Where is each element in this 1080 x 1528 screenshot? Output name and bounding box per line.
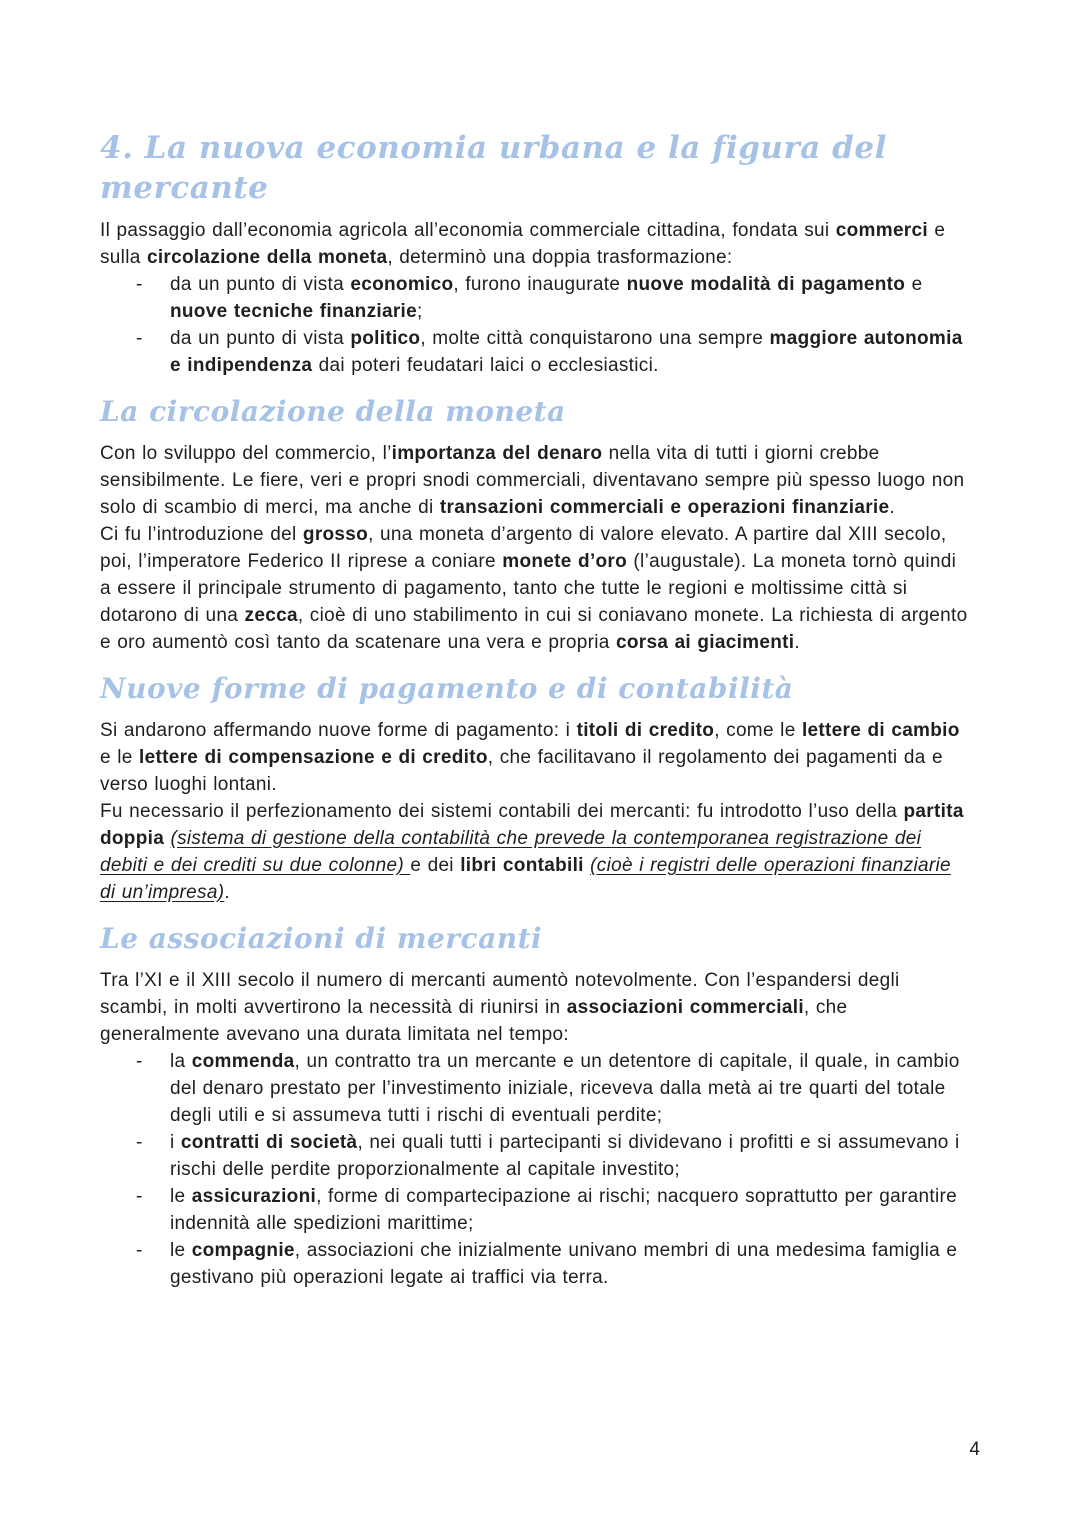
text-run: dai poteri feudatari laici o ecclesiastici. (312, 355, 659, 376)
text-run: i (170, 1132, 181, 1153)
text-run: economico (350, 274, 454, 295)
text-run: , una moneta d’argento di valore elevato. A partire dal XIII secolo, poi, l’imperatore Federico II riprese a coniare (100, 524, 947, 572)
text-run: , cioè di uno stabilimento in cui si coniavano monete. La richiesta di argento e oro aumentò così tanto da scatenare una vera e propria (100, 605, 968, 653)
list-item (100, 271, 972, 325)
text-run: partita doppia (100, 801, 964, 849)
text-run: (cioè i registri delle operazioni finanziarie di un’impresa) (100, 855, 951, 903)
text-run: , un contratto tra un mercante e un detentore di capitale, il quale, in cambio del denaro prestato per l’investimento iniziale, riceveva dalla metà ai tre quarti del totale degli utili e si assumeva tutti i rischi di eventuali perdite; (170, 1051, 960, 1126)
text-run: nuove modalità di pagamento (626, 274, 906, 295)
text-run: politico (350, 328, 421, 349)
document-body (100, 128, 972, 1291)
section-circolazione-moneta (100, 394, 972, 656)
bullet-list (100, 271, 972, 379)
dash-bullet: - (136, 1240, 143, 1261)
bullet-list (100, 1048, 972, 1291)
text-run: nella vita di tutti i giorni crebbe sensibilmente. Le fiere, veri e propri snodi commerciali, diventavano sempre più spesso luogo non solo di scambio di merci, ma anche di (100, 443, 965, 518)
page-number: 4 (969, 1439, 980, 1460)
text-run: Ci fu l’introduzione del (100, 524, 303, 545)
text-run: Si andarono affermando nuove forme di pagamento: i (100, 720, 577, 741)
text-run: Il passaggio dall’economia agricola all’economia commerciale cittadina, fondata sui (100, 220, 836, 241)
text-run: , che facilitavano il regolamento dei pagamenti da e verso luoghi lontani. (100, 747, 943, 795)
text-run: contratti di società (180, 1132, 358, 1153)
text-run: lettere di cambio (801, 720, 960, 741)
text-run: corsa ai giacimenti (615, 632, 795, 653)
text-run: compagnie (191, 1240, 295, 1261)
text-run: maggiore autonomia e indipendenza (170, 328, 963, 376)
text-run: . (794, 632, 800, 653)
text-run: , determinò una doppia trasformazione: (387, 247, 733, 268)
list-item (100, 1129, 972, 1183)
text-run: e dei (410, 855, 461, 876)
text-run: la (170, 1051, 192, 1072)
text-run: grosso (302, 524, 369, 545)
text-run: assicurazioni (191, 1186, 317, 1207)
paragraph (100, 217, 972, 271)
text-run: da un punto di vista (170, 274, 351, 295)
text-run: Fu necessario il perfezionamento dei sistemi contabili dei mercanti: fu introdotto l’uso della (100, 801, 904, 822)
dash-bullet: - (136, 1132, 143, 1153)
text-run: , che generalmente avevano una durata limitata nel tempo: (100, 997, 848, 1045)
text-run: (l’augustale). La moneta tornò quindi a essere il principale strumento di pagamento, tanto che tutte le regioni e moltissime città si dotarono di una (100, 551, 957, 626)
text-run: importanza del denaro (391, 443, 603, 464)
text-run: , forme di compartecipazione ai rischi; nacquero soprattutto per garantire indennità alle spedizioni marittime; (170, 1186, 957, 1234)
text-run: transazioni commerciali e operazioni finanziarie (439, 497, 890, 518)
section-associazioni-mercanti (100, 921, 972, 1291)
list-item (100, 1048, 972, 1129)
paragraph (100, 967, 972, 1048)
text-run: monete d’oro (502, 551, 628, 572)
paragraph (100, 717, 972, 798)
text-run: Tra l’XI e il XIII secolo il numero di mercanti aumentò notevolmente. Con l’espandersi degli scambi, in molti avvertirono la necessità di riunirsi in (100, 970, 900, 1018)
text-run: Con lo sviluppo del commercio, l’ (100, 443, 392, 464)
paragraph (100, 521, 972, 656)
section-heading: Le associazioni di mercanti (100, 922, 543, 955)
paragraph (100, 798, 972, 906)
text-run: e sulla (100, 220, 946, 268)
text-run: titoli di credito (576, 720, 715, 741)
text-run: le (170, 1240, 192, 1261)
text-run: le (170, 1186, 192, 1207)
text-run: circolazione della moneta (146, 247, 388, 268)
section-nuova-economia-urbana (100, 128, 972, 379)
section-heading: Nuove forme di pagamento e di contabilità (100, 672, 794, 705)
dash-bullet: - (136, 274, 143, 295)
text-run: e (905, 274, 923, 295)
list-item (100, 325, 972, 379)
text-run: ; (416, 301, 423, 322)
text-run: associazioni commerciali (566, 997, 804, 1018)
text-run: , come le (714, 720, 802, 741)
text-run: . (889, 497, 895, 518)
text-run: e le (100, 747, 140, 768)
text-run: commenda (191, 1051, 295, 1072)
text-run: nuove tecniche finanziarie (170, 301, 417, 322)
text-run: , nei quali tutti i partecipanti si dividevano i profitti e si assumevano i rischi delle perdite proporzionalmente al capitale investito; (170, 1132, 960, 1180)
list-item (100, 1237, 972, 1291)
section-nuove-forme-pagamento (100, 671, 972, 906)
text-run: . (224, 882, 230, 903)
text-run: , associazioni che inizialmente univano membri di una medesima famiglia e gestivano più operazioni legate ai traffici via terra. (170, 1240, 958, 1288)
text-run: commerci (835, 220, 928, 241)
section-heading: 4. La nuova economia urbana e la figura del mercante (100, 130, 887, 206)
dash-bullet: - (136, 1051, 143, 1072)
text-run: , molte città conquistarono una sempre (420, 328, 770, 349)
text-run: , furono inaugurate (453, 274, 627, 295)
paragraph (100, 440, 972, 521)
text-run: (sistema di gestione della contabilità che prevede la contemporanea registrazione dei debiti e dei crediti su due colonne) (100, 828, 922, 876)
list-item (100, 1183, 972, 1237)
text-run: libri contabili (460, 855, 584, 876)
text-run: da un punto di vista (170, 328, 351, 349)
text-run: zecca (244, 605, 298, 626)
section-heading: La circolazione della moneta (100, 395, 566, 428)
dash-bullet: - (136, 328, 143, 349)
text-run: lettere di compensazione e di credito (139, 747, 488, 768)
dash-bullet: - (136, 1186, 143, 1207)
